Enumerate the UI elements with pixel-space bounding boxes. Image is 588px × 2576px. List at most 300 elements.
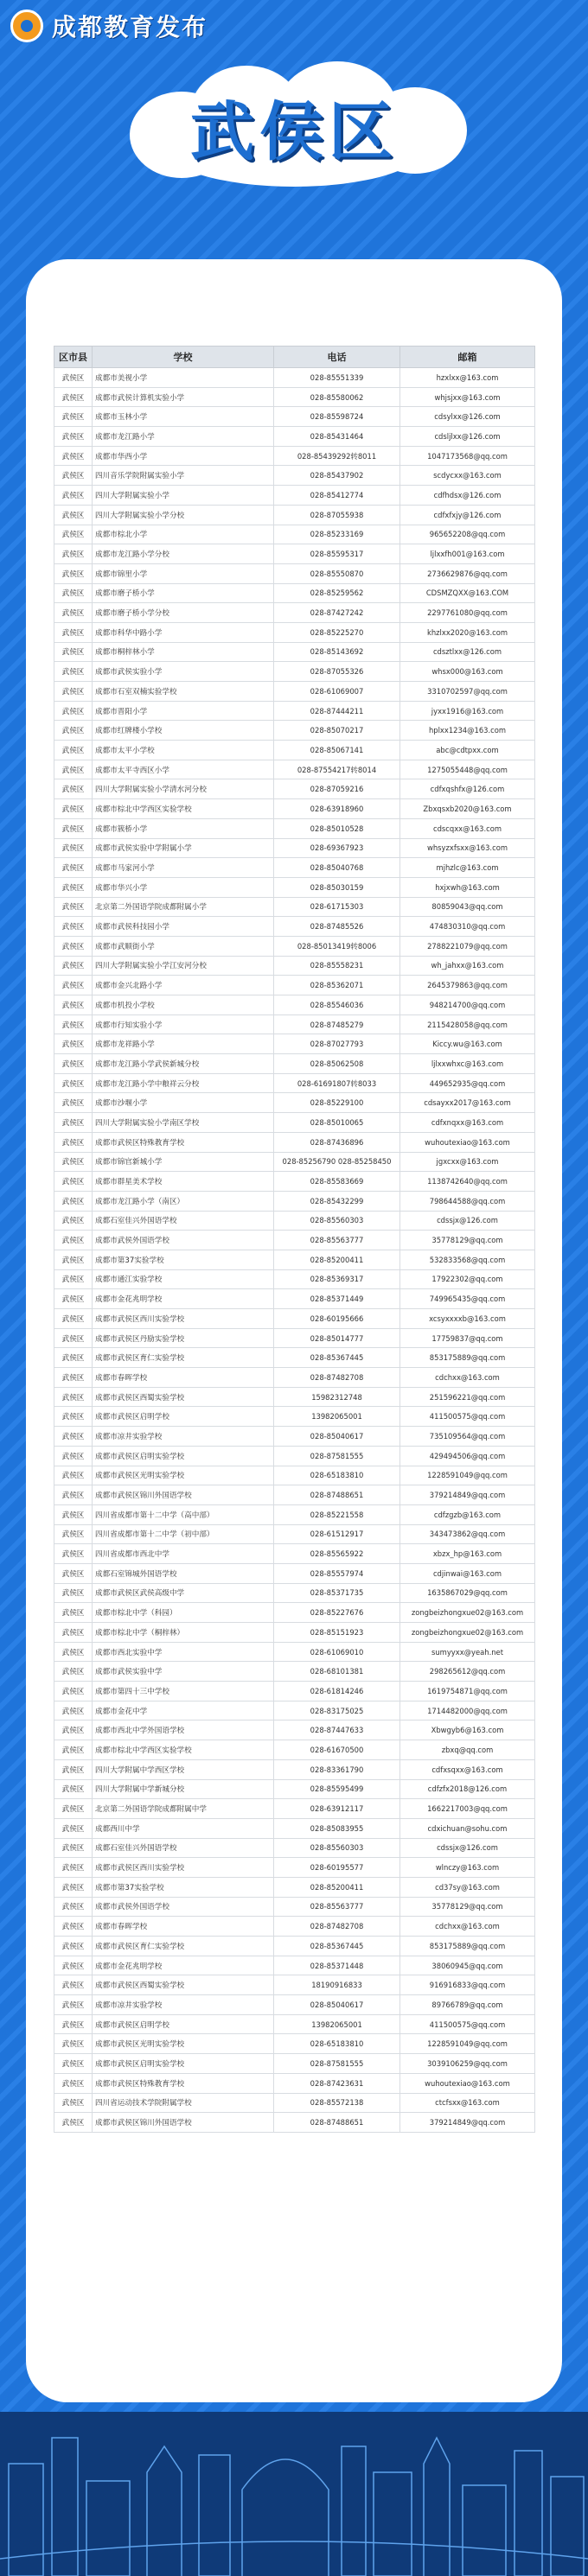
cell-school: 成都市西北实验中学 [93, 1642, 274, 1662]
cell-school: 成都市武侯区启明学校 [93, 2014, 274, 2034]
cell-phone: 028-85367445 [274, 1348, 400, 1368]
cell-email: 1228591049@qq.com [400, 2034, 535, 2054]
cell-district: 武侯区 [54, 1740, 93, 1760]
cell-email: 89766789@qq.com [400, 1995, 535, 2015]
cell-phone: 13982065001 [274, 1407, 400, 1427]
cell-email: 749965435@qq.com [400, 1289, 535, 1309]
cell-email: 1662217003@qq.com [400, 1799, 535, 1819]
cell-district: 武侯区 [54, 2113, 93, 2133]
table-row [54, 1701, 535, 1721]
cell-email: abc@cdtpxx.com [400, 741, 535, 760]
cell-phone: 028-85563777 [274, 1897, 400, 1917]
cell-phone: 028-61069007 [274, 682, 400, 702]
cell-phone: 028-60195666 [274, 1309, 400, 1329]
cell-district: 武侯区 [54, 1211, 93, 1231]
cell-school: 成都市玉林小学 [93, 407, 274, 427]
cell-phone: 028-65183810 [274, 1466, 400, 1485]
cell-district: 武侯区 [54, 1328, 93, 1348]
table-row [54, 1466, 535, 1485]
cell-district: 武侯区 [54, 1250, 93, 1269]
cell-district: 武侯区 [54, 1466, 93, 1485]
table-row [54, 936, 535, 956]
cell-email: whsx000@163.com [400, 662, 535, 682]
cell-email: 1138742640@qq.com [400, 1172, 535, 1192]
cell-email: cdsayxx2017@163.com [400, 1093, 535, 1113]
table-row [54, 897, 535, 917]
cell-school: 成都市第37实验学校 [93, 1877, 274, 1897]
cell-phone: 028-85551339 [274, 368, 400, 388]
cell-email: wuhoutexiao@163.com [400, 2073, 535, 2093]
cell-phone: 028-85227676 [274, 1603, 400, 1623]
cell-phone: 028-61691807转8033 [274, 1073, 400, 1093]
cell-phone: 028-87427242 [274, 603, 400, 623]
cell-district: 武侯区 [54, 2073, 93, 2093]
cell-email: 38060945@qq.com [400, 1956, 535, 1975]
cell-district: 武侯区 [54, 1054, 93, 1074]
cell-email: 948214700@qq.com [400, 995, 535, 1015]
cell-school: 成都市华兴小学 [93, 877, 274, 897]
cell-school: 成都市金兴北路小学 [93, 976, 274, 995]
cell-email: 379214849@qq.com [400, 2113, 535, 2133]
district-title: 武侯区 [190, 95, 398, 169]
cell-district: 武侯区 [54, 1485, 93, 1505]
cell-school: 四川省成都市第十二中学（初中部） [93, 1524, 274, 1544]
cell-email: cd37sy@163.com [400, 1877, 535, 1897]
cell-email: wh_jahxx@163.com [400, 956, 535, 976]
table-row [54, 1779, 535, 1799]
cell-district: 武侯区 [54, 976, 93, 995]
cell-email: hxjxwh@163.com [400, 877, 535, 897]
cell-school: 成都市太平寺西区小学 [93, 760, 274, 779]
table-row [54, 1740, 535, 1760]
cell-district: 武侯区 [54, 1544, 93, 1564]
table-row [54, 2034, 535, 2054]
cell-district: 武侯区 [54, 525, 93, 544]
cell-school: 成都市武侯科技园小学 [93, 917, 274, 937]
cell-school: 四川大学附属中学西区学校 [93, 1759, 274, 1779]
cell-phone: 028-85040617 [274, 1427, 400, 1447]
cell-school: 成都市武侯区锦川外国语学校 [93, 1485, 274, 1505]
cell-email: whsyzxfsxx@163.com [400, 838, 535, 858]
cell-phone: 028-85062508 [274, 1054, 400, 1074]
cell-district: 武侯区 [54, 1231, 93, 1250]
cell-email: 2788221079@qq.com [400, 936, 535, 956]
table-row [54, 877, 535, 897]
cell-school: 四川大学附属实验小学清水河分校 [93, 779, 274, 799]
cell-school: 成都市武侯区丹励实验学校 [93, 1328, 274, 1348]
cell-email: cdfxqshfx@126.com [400, 779, 535, 799]
cell-phone: 028-85598724 [274, 407, 400, 427]
cell-email: 35778129@qq.com [400, 1897, 535, 1917]
cell-school: 成都市太平小学校 [93, 741, 274, 760]
cell-school: 成都市武侯区锦川外国语学校 [93, 2113, 274, 2133]
table-body [54, 368, 535, 2133]
cell-district: 武侯区 [54, 1504, 93, 1524]
cell-phone: 028-85595499 [274, 1779, 400, 1799]
cell-school: 成都市锦官新城小学 [93, 1152, 274, 1172]
cell-district: 武侯区 [54, 1877, 93, 1897]
cell-school: 四川大学附属中学新城分校 [93, 1779, 274, 1799]
cell-phone: 028-85143692 [274, 642, 400, 662]
cell-district: 武侯区 [54, 1759, 93, 1779]
cell-phone: 028-85256790 028-85258450 [274, 1152, 400, 1172]
cell-district: 武侯区 [54, 1172, 93, 1192]
cell-phone: 028-85151923 [274, 1623, 400, 1643]
cell-phone: 028-87027793 [274, 1034, 400, 1054]
cell-school: 成都市通江实验学校 [93, 1269, 274, 1289]
table-row [54, 1054, 535, 1074]
header-email: 邮箱 [400, 347, 535, 368]
table-row [54, 1073, 535, 1093]
cell-phone: 028-85070217 [274, 721, 400, 741]
cell-email: cdfzgzb@163.com [400, 1504, 535, 1524]
table-row [54, 2113, 535, 2133]
cell-email: 965652208@qq.com [400, 525, 535, 544]
cell-school: 成都市金花兆明学校 [93, 1956, 274, 1975]
cell-school: 成都石室锦城外国语学校 [93, 1563, 274, 1583]
cell-email: 853175889@qq.com [400, 1348, 535, 1368]
table-row [54, 1917, 535, 1937]
cell-school: 成都市武侯区育仁实验学校 [93, 1348, 274, 1368]
table-row [54, 1504, 535, 1524]
cell-email: 411500575@qq.com [400, 1407, 535, 1427]
cell-district: 武侯区 [54, 1818, 93, 1838]
cell-phone: 028-61512917 [274, 1524, 400, 1544]
cell-district: 武侯区 [54, 1368, 93, 1388]
cell-district: 武侯区 [54, 1956, 93, 1975]
cell-school: 成都市龙江路小学分校 [93, 544, 274, 564]
brand-logo-icon [10, 10, 43, 42]
cell-district: 武侯区 [54, 1093, 93, 1113]
table-row [54, 368, 535, 388]
cell-school: 成都市武侯区特殊教育学校 [93, 1132, 274, 1152]
table-row [54, 779, 535, 799]
cell-email: zongbeizhongxue02@163.com [400, 1623, 535, 1643]
cell-district: 武侯区 [54, 956, 93, 976]
brand-name: 成都教育发布 [52, 13, 208, 41]
cell-email: cdfzfx2018@126.com [400, 1779, 535, 1799]
table-row [54, 387, 535, 407]
table-row [54, 1407, 535, 1427]
cell-district: 武侯区 [54, 1799, 93, 1819]
table-row [54, 995, 535, 1015]
cell-email: cdscqxx@163.com [400, 818, 535, 838]
cell-phone: 028-85010528 [274, 818, 400, 838]
header-bar [0, 0, 588, 52]
cell-phone: 028-85560303 [274, 1838, 400, 1858]
cell-email: ljlxxfh001@163.com [400, 544, 535, 564]
cell-district: 武侯区 [54, 1937, 93, 1956]
cell-district: 武侯区 [54, 368, 93, 388]
cell-phone: 028-61715303 [274, 897, 400, 917]
cell-district: 武侯区 [54, 1917, 93, 1937]
cell-email: cdsljlxx@126.com [400, 427, 535, 447]
cell-phone: 028-85200411 [274, 1877, 400, 1897]
cell-phone: 028-85550870 [274, 563, 400, 583]
cell-school: 成都市马家河小学 [93, 858, 274, 878]
cell-phone: 028-87436896 [274, 1132, 400, 1152]
table-row [54, 1623, 535, 1643]
cell-phone: 028-85362071 [274, 976, 400, 995]
cell-email: scdycxx@163.com [400, 466, 535, 486]
cell-phone: 028-85013419转8006 [274, 936, 400, 956]
cell-phone: 028-87423631 [274, 2073, 400, 2093]
table-row [54, 1309, 535, 1329]
cell-school: 成都石室佳兴外国语学校 [93, 1838, 274, 1858]
cell-phone: 028-85371735 [274, 1583, 400, 1603]
cell-phone: 028-87059216 [274, 779, 400, 799]
cell-email: 532833568@qq.com [400, 1250, 535, 1269]
table-row [54, 603, 535, 623]
cell-school: 北京第二外国语学院成都附属小学 [93, 897, 274, 917]
cell-email: cdjinwai@163.com [400, 1563, 535, 1583]
cell-phone: 028-85432299 [274, 1191, 400, 1211]
cell-district: 武侯区 [54, 1309, 93, 1329]
cell-district: 武侯区 [54, 486, 93, 506]
cell-school: 成都市武侯计算机实验小学 [93, 387, 274, 407]
cell-school: 成都市棕北小学 [93, 525, 274, 544]
cell-district: 武侯区 [54, 1348, 93, 1368]
table-row [54, 1446, 535, 1466]
cell-school: 成都市第四十三中学校 [93, 1682, 274, 1701]
cell-phone: 028-85412774 [274, 486, 400, 506]
table-row [54, 583, 535, 603]
cell-school: 四川省运动技术学院附属学校 [93, 2093, 274, 2113]
cell-district: 武侯区 [54, 1779, 93, 1799]
table-header-row [54, 347, 535, 368]
cell-district: 武侯区 [54, 1583, 93, 1603]
cell-email: cdxichuan@sohu.com [400, 1818, 535, 1838]
table-row [54, 427, 535, 447]
table-row [54, 2073, 535, 2093]
cell-school: 成都市武侯区特殊教育学校 [93, 2073, 274, 2093]
cell-district: 武侯区 [54, 563, 93, 583]
table-row [54, 1231, 535, 1250]
cell-school: 成都市石室双楠实验学校 [93, 682, 274, 702]
cell-school: 成都市龙江路小学中粮祥云分校 [93, 1073, 274, 1093]
cell-phone: 028-85233169 [274, 525, 400, 544]
table-row [54, 1563, 535, 1583]
cell-district: 武侯区 [54, 1563, 93, 1583]
cell-email: 411500575@qq.com [400, 2014, 535, 2034]
cell-phone: 028-61069010 [274, 1642, 400, 1662]
cell-school: 成都市美视小学 [93, 368, 274, 388]
cell-district: 武侯区 [54, 642, 93, 662]
table-row [54, 1799, 535, 1819]
cell-district: 武侯区 [54, 1113, 93, 1133]
table-row [54, 1524, 535, 1544]
cell-phone: 18190916833 [274, 1975, 400, 1995]
cell-district: 武侯区 [54, 603, 93, 623]
table-row [54, 1034, 535, 1054]
cell-email: cdfxfxjy@126.com [400, 505, 535, 525]
table-row [54, 2014, 535, 2034]
title-cloud [112, 57, 476, 187]
cell-email: hplxx1234@163.com [400, 721, 535, 741]
cell-email: 3039106259@qq.com [400, 2054, 535, 2074]
table-row [54, 466, 535, 486]
table-row [54, 701, 535, 721]
header-school: 学校 [93, 347, 274, 368]
cell-district: 武侯区 [54, 936, 93, 956]
cell-district: 武侯区 [54, 1191, 93, 1211]
cell-district: 武侯区 [54, 1034, 93, 1054]
table-row [54, 544, 535, 564]
cell-district: 武侯区 [54, 1642, 93, 1662]
cell-school: 四川音乐学院附属实验小学 [93, 466, 274, 486]
cell-school: 北京第二外国语学院成都附属中学 [93, 1799, 274, 1819]
cell-email: CDSMZQXX@163.COM [400, 583, 535, 603]
cell-district: 武侯区 [54, 682, 93, 702]
cell-school: 成都市簇桥小学 [93, 818, 274, 838]
cell-email: zbxq@qq.com [400, 1740, 535, 1760]
cell-phone: 028-85259562 [274, 583, 400, 603]
table-row [54, 1956, 535, 1975]
table-row [54, 1427, 535, 1447]
cell-phone: 028-83175025 [274, 1701, 400, 1721]
table-row [54, 642, 535, 662]
cell-school: 成都市春晖学校 [93, 1368, 274, 1388]
cell-school: 成都石室佳兴外国语学校 [93, 1211, 274, 1231]
cell-district: 武侯区 [54, 446, 93, 466]
cell-district: 武侯区 [54, 1152, 93, 1172]
table-row [54, 1995, 535, 2015]
table-row [54, 1682, 535, 1701]
table-row [54, 1721, 535, 1740]
cell-email: 429494506@qq.com [400, 1446, 535, 1466]
cell-phone: 028-85431464 [274, 427, 400, 447]
cell-school: 成都市武侯区启明实验学校 [93, 1446, 274, 1466]
cell-school: 成都市武侯实验中学附属小学 [93, 838, 274, 858]
cell-email: 853175889@qq.com [400, 1937, 535, 1956]
cell-phone: 028-61670500 [274, 1740, 400, 1760]
cell-phone: 028-85040768 [274, 858, 400, 878]
table-row [54, 1328, 535, 1348]
cell-email: Xbwgyb6@163.com [400, 1721, 535, 1740]
cell-district: 武侯区 [54, 779, 93, 799]
table-row [54, 1897, 535, 1917]
cell-school: 成都市武侯区西蜀实验学校 [93, 1387, 274, 1407]
cell-phone: 028-87488651 [274, 1485, 400, 1505]
table-row [54, 760, 535, 779]
table-row [54, 1172, 535, 1192]
table-row [54, 1937, 535, 1956]
cell-phone: 028-60195577 [274, 1858, 400, 1878]
table-row [54, 622, 535, 642]
cell-district: 武侯区 [54, 1387, 93, 1407]
cell-district: 武侯区 [54, 407, 93, 427]
cell-email: 916916833@qq.com [400, 1975, 535, 1995]
cell-school: 四川大学附属实验小学 [93, 486, 274, 506]
cell-district: 武侯区 [54, 741, 93, 760]
cell-school: 成都市西北中学外国语学校 [93, 1721, 274, 1740]
table-row [54, 1387, 535, 1407]
table-row [54, 1191, 535, 1211]
cell-district: 武侯区 [54, 721, 93, 741]
table-row [54, 1662, 535, 1682]
cell-district: 武侯区 [54, 2034, 93, 2054]
cell-phone: 028-87485279 [274, 1014, 400, 1034]
cell-phone: 028-87581555 [274, 2054, 400, 2074]
cell-school: 四川省成都市西北中学 [93, 1544, 274, 1564]
cell-school: 成都市武侯外国语学校 [93, 1231, 274, 1250]
cell-district: 武侯区 [54, 1407, 93, 1427]
cell-phone: 028-87055326 [274, 662, 400, 682]
cell-school: 成都市行知实验小学 [93, 1014, 274, 1034]
cell-district: 武侯区 [54, 1858, 93, 1878]
table-row [54, 1014, 535, 1034]
cell-phone: 028-85371449 [274, 1289, 400, 1309]
cell-phone: 028-87444211 [274, 701, 400, 721]
cell-phone: 028-85560303 [274, 1211, 400, 1231]
table-row [54, 1152, 535, 1172]
cell-phone: 028-87447633 [274, 1721, 400, 1740]
table-row [54, 721, 535, 741]
cell-district: 武侯区 [54, 1289, 93, 1309]
table-row [54, 1975, 535, 1995]
cell-phone: 028-85221558 [274, 1504, 400, 1524]
cell-school: 成都市机投小学校 [93, 995, 274, 1015]
cell-district: 武侯区 [54, 799, 93, 819]
cell-email: 1619754871@qq.com [400, 1682, 535, 1701]
cell-email: 298265612@qq.com [400, 1662, 535, 1682]
cell-district: 武侯区 [54, 1838, 93, 1858]
cell-email: cdchxx@163.com [400, 1917, 535, 1937]
table-row [54, 1250, 535, 1269]
school-table [54, 346, 535, 2133]
cell-district: 武侯区 [54, 1682, 93, 1701]
table-row [54, 1583, 535, 1603]
cell-email: Kiccy.wu@163.com [400, 1034, 535, 1054]
table-row [54, 505, 535, 525]
cell-phone: 028-87482708 [274, 1368, 400, 1388]
cell-phone: 028-85229100 [274, 1093, 400, 1113]
cell-email: 735109564@qq.com [400, 1427, 535, 1447]
cell-phone: 028-87482708 [274, 1917, 400, 1937]
table-row [54, 486, 535, 506]
cell-phone: 028-85225270 [274, 622, 400, 642]
cell-school: 成都市棕北中学（桐梓林） [93, 1623, 274, 1643]
cell-email: sumyyxx@yeah.net [400, 1642, 535, 1662]
cell-district: 武侯区 [54, 1073, 93, 1093]
table-row [54, 2054, 535, 2074]
cell-phone: 028-85557974 [274, 1563, 400, 1583]
cell-email: 2115428058@qq.com [400, 1014, 535, 1034]
cell-district: 武侯区 [54, 858, 93, 878]
header-district: 区市县 [54, 347, 93, 368]
cell-email: khzlxx2020@163.com [400, 622, 535, 642]
table-row [54, 1368, 535, 1388]
table-row [54, 976, 535, 995]
table-row [54, 838, 535, 858]
cell-district: 武侯区 [54, 1269, 93, 1289]
cell-school: 四川大学附属实验小学南区学校 [93, 1113, 274, 1133]
cell-phone: 028-85371448 [274, 1956, 400, 1975]
cell-phone: 028-85067141 [274, 741, 400, 760]
cell-phone: 028-87581555 [274, 1446, 400, 1466]
cell-district: 武侯区 [54, 897, 93, 917]
cell-email: jgxcxx@163.com [400, 1152, 535, 1172]
cell-phone: 028-85014777 [274, 1328, 400, 1348]
cell-school: 成都市凉井实验学校 [93, 1995, 274, 2015]
header-phone: 电话 [274, 347, 400, 368]
cell-phone: 028-85367445 [274, 1937, 400, 1956]
cell-school: 成都市金花兆明学校 [93, 1289, 274, 1309]
table-row [54, 1544, 535, 1564]
cell-school: 成都市龙祥路小学 [93, 1034, 274, 1054]
cell-school: 成都市第37实验学校 [93, 1250, 274, 1269]
cell-district: 武侯区 [54, 1701, 93, 1721]
